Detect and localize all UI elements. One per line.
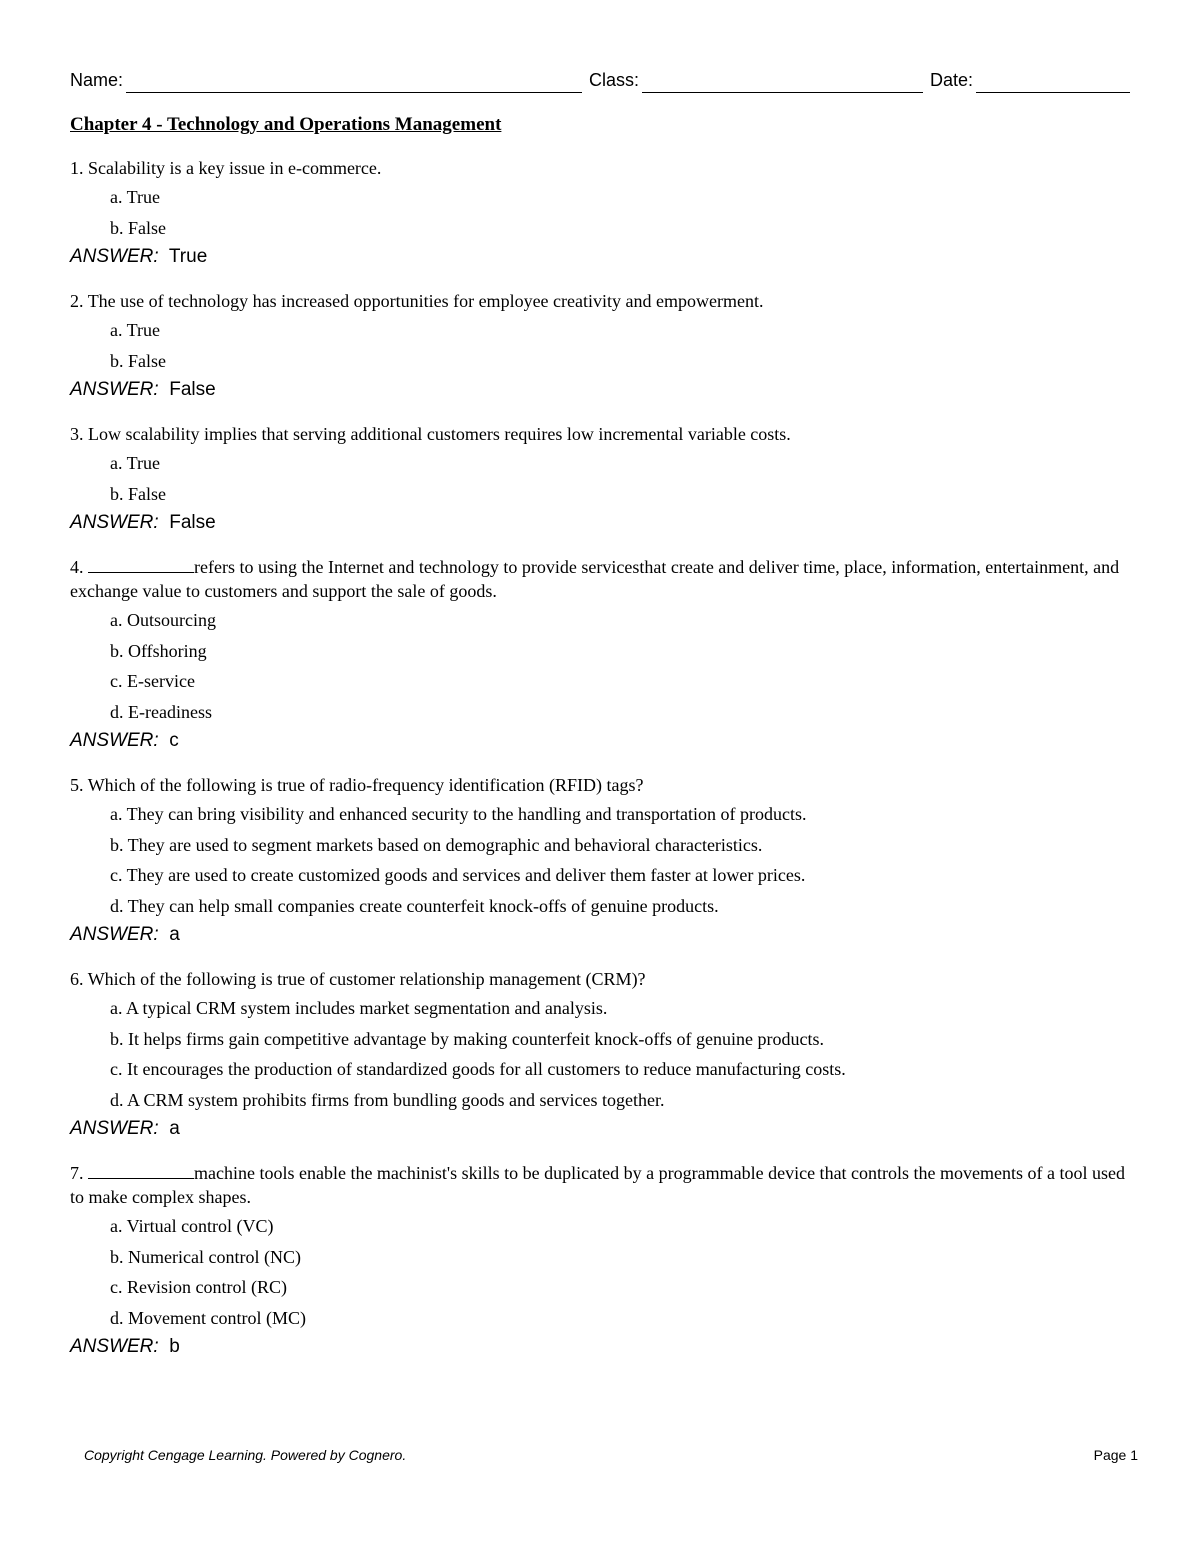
copyright-footer: Copyright Cengage Learning. Powered by Cognero. [84, 1447, 407, 1463]
question-stem [70, 422, 1140, 446]
question-6 [70, 967, 1140, 1143]
question-number: 3. [70, 424, 84, 444]
question-text: machine tools enable the machinist's skills to be duplicated by a programmable device that controls the movements of a tool used to make complex shapes. [70, 1163, 1125, 1207]
answer-line [70, 921, 1140, 949]
question-7 [70, 1161, 1140, 1361]
question-text: Which of the following is true of radio-frequency identification (RFID) tags? [87, 775, 644, 795]
answer-line [70, 509, 1140, 537]
fill-in-blank [88, 558, 194, 573]
question-stem [70, 156, 1140, 180]
answer-option: a. They can bring visibility and enhanced security to the handling and transportation of products. [110, 804, 807, 824]
question-3 [70, 422, 1140, 537]
answer-value: c [169, 730, 179, 751]
answer-option: d. They can help small companies create counterfeit knock-offs of genuine products. [110, 895, 719, 916]
answer-options [70, 448, 1140, 509]
question-stem [70, 289, 1140, 313]
answer-line [70, 243, 1140, 271]
question-text: Low scalability implies that serving additional customers requires low incremental variable costs. [88, 424, 791, 444]
question-stem [70, 967, 1140, 991]
date-label: Date: [930, 70, 974, 90]
answer-options [70, 182, 1140, 243]
class-label: Class: [589, 70, 640, 90]
answer-value: False [169, 512, 216, 533]
date-field-line [976, 92, 1130, 93]
question-1 [70, 156, 1140, 271]
question-number: 7. [70, 1163, 84, 1183]
question-text: Which of the following is true of customer relationship management (CRM)? [87, 969, 646, 989]
question-text: refers to using the Internet and technology to provide servicesthat create and deliver time, place, information, entertainment, and exchange value to customers and support the sale of goods. [70, 557, 1120, 601]
answer-line [70, 376, 1140, 404]
answer-options [70, 315, 1140, 376]
answer-value: True [168, 246, 208, 267]
answer-label: ANSWER: [70, 730, 159, 751]
question-stem [70, 555, 1140, 603]
question-stem [70, 1161, 1140, 1209]
answer-value: False [169, 379, 216, 400]
answer-option: d. A CRM system prohibits firms from bundling goods and services together. [110, 1089, 665, 1110]
question-4 [70, 555, 1140, 755]
name-field-line [126, 92, 582, 93]
question-stem [70, 773, 1140, 797]
page-number: Page 1 [1093, 1447, 1138, 1463]
answer-option: d. E-readiness [110, 701, 212, 722]
answer-label: ANSWER: [70, 512, 159, 533]
answer-value: b [169, 1336, 180, 1357]
answer-value: a [169, 924, 180, 945]
answer-option: b. It helps firms gain competitive advantage by making counterfeit knock-offs of genuine products. [110, 1028, 824, 1049]
answer-options [70, 799, 1140, 921]
answer-line [70, 1115, 1140, 1143]
fill-in-blank [88, 1164, 194, 1179]
question-text: The use of technology has increased opportunities for employee creativity and empowerment. [87, 291, 764, 311]
answer-value: a [169, 1118, 180, 1139]
question-text: Scalability is a key issue in e-commerce. [88, 158, 382, 178]
answer-option: b. False [110, 483, 166, 504]
question-number: 4. [70, 557, 84, 577]
chapter-title: Chapter 4 - Technology and Operations Management [70, 114, 502, 135]
answer-option: d. Movement control (MC) [110, 1307, 306, 1328]
answer-option: a. Virtual control (VC) [110, 1216, 274, 1236]
answer-option: a. A typical CRM system includes market segmentation and analysis. [110, 998, 608, 1018]
question-number: 2. [70, 291, 84, 311]
question-2 [70, 289, 1140, 404]
answer-option: a. Outsourcing [110, 610, 216, 630]
answer-options [70, 993, 1140, 1115]
answer-label: ANSWER: [70, 246, 159, 267]
answer-label: ANSWER: [70, 379, 159, 400]
student-info-header [70, 70, 1130, 96]
question-number: 6. [70, 969, 84, 989]
question-number: 5. [70, 775, 84, 795]
question-list [70, 156, 1140, 1379]
answer-options [70, 605, 1140, 727]
answer-line [70, 727, 1140, 755]
answer-options [70, 1211, 1140, 1333]
answer-option: b. Offshoring [110, 640, 207, 661]
answer-label: ANSWER: [70, 1336, 159, 1357]
answer-option: b. They are used to segment markets based on demographic and behavioral characteristics. [110, 834, 763, 855]
answer-label: ANSWER: [70, 924, 159, 945]
name-label: Name: [70, 70, 124, 90]
answer-option: a. True [110, 320, 161, 340]
answer-option: a. True [110, 453, 161, 473]
answer-option: c. E-service [110, 671, 195, 691]
answer-option: b. Numerical control (NC) [110, 1246, 301, 1267]
class-field-line [642, 92, 923, 93]
answer-option: b. False [110, 350, 166, 371]
answer-label: ANSWER: [70, 1118, 159, 1139]
answer-option: c. It encourages the production of standardized goods for all customers to reduce manufacturing costs. [110, 1059, 846, 1079]
answer-option: a. True [110, 187, 161, 207]
answer-option: c. They are used to create customized goods and services and deliver them faster at lower prices. [110, 865, 806, 885]
answer-line [70, 1333, 1140, 1361]
question-5 [70, 773, 1140, 949]
question-number: 1. [70, 158, 84, 178]
answer-option: b. False [110, 217, 166, 238]
answer-option: c. Revision control (RC) [110, 1277, 287, 1297]
